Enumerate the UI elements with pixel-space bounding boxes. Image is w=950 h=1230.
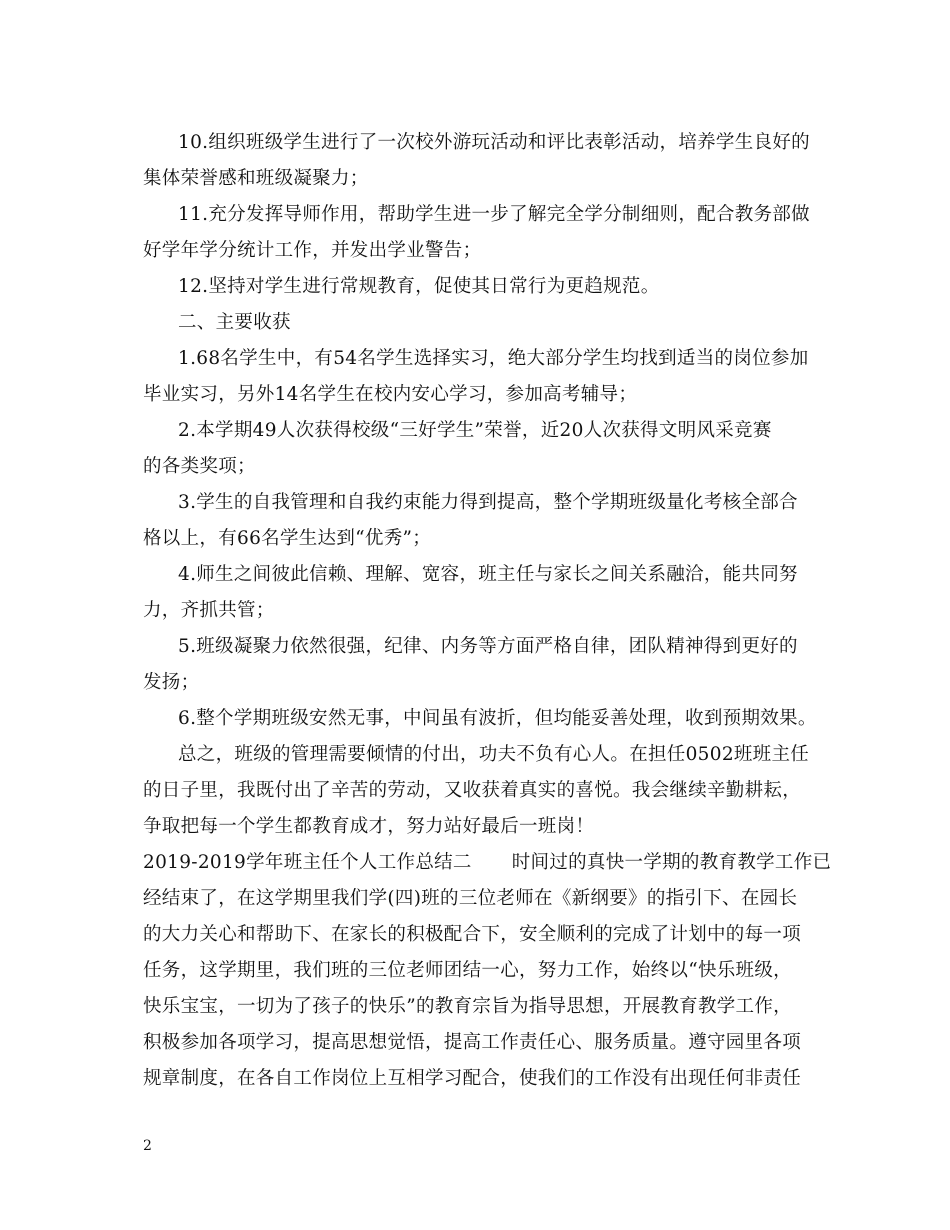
document-title: 2019-2019学年班主任个人工作总结二 bbox=[143, 852, 472, 873]
paragraph-line: 总之，班级的管理需要倾情的付出，功夫不负有心人。在担任0502班班主任 bbox=[178, 744, 810, 765]
page-number: 2 bbox=[143, 1138, 152, 1154]
paragraph-line: 5.班级凝聚力依然很强，纪律、内务等方面严格自律，团队精神得到更好的 bbox=[178, 636, 798, 657]
paragraph-line: 10.组织班级学生进行了一次校外游玩活动和评比表彰活动，培养学生良好的 bbox=[178, 132, 810, 153]
paragraph-line: 集体荣誉感和班级凝聚力； bbox=[143, 168, 369, 189]
paragraph-line: 的各类奖项； bbox=[143, 456, 256, 477]
paragraph-line: 经结束了，在这学期里我们学(四)班的三位老师在《新纲要》的指引下、在园长 bbox=[143, 888, 798, 909]
paragraph-line: 11.充分发挥导师作用，帮助学生进一步了解完全学分制细则，配合教务部做 bbox=[178, 204, 810, 225]
paragraph-line: 12.坚持对学生进行常规教育，促使其日常行为更趋规范。 bbox=[178, 276, 660, 297]
paragraph-line: 争取把每一个学生都教育成才，努力站好最后一班岗！ bbox=[143, 816, 595, 837]
paragraph-line: 发扬； bbox=[143, 672, 200, 693]
paragraph-line: 快乐宝宝，一切为了孩子的快乐”的教育宗旨为指导思想，开展教育教学工作， bbox=[143, 996, 792, 1017]
paragraph-line: 规章制度，在各自工作岗位上互相学习配合，使我们的工作没有出现任何非责任 bbox=[143, 1068, 802, 1089]
paragraph-line: 2.本学期49人次获得校级“三好学生”荣誉，近20人次获得文明风采竞赛 bbox=[178, 420, 772, 441]
paragraph-line: 1.68名学生中，有54名学生选择实习，绝大部分学生均找到适当的岗位参加 bbox=[178, 348, 809, 369]
heading-line bbox=[143, 851, 831, 875]
paragraph-line: 任务，这学期里，我们班的三位老师团结一心，努力工作，始终以“快乐班级， bbox=[143, 960, 792, 981]
paragraph-line: 时间过的真快一学期的教育教学工作已 bbox=[511, 852, 832, 873]
section-heading: 二、主要收获 bbox=[178, 312, 291, 333]
paragraph-line: 的大力关心和帮助下、在家长的积极配合下，安全顺利的完成了计划中的每一项 bbox=[143, 924, 802, 945]
paragraph-line: 格以上，有66名学生达到“优秀”； bbox=[143, 528, 432, 549]
paragraph-line: 毕业实习，另外14名学生在校内安心学习，参加高考辅导； bbox=[143, 384, 638, 405]
paragraph-line: 的日子里，我既付出了辛苦的劳动，又收获着真实的喜悦。我会继续辛勤耕耘， bbox=[143, 780, 802, 801]
paragraph-line: 力，齐抓共管； bbox=[143, 600, 275, 621]
paragraph-line: 积极参加各项学习，提高思想觉悟，提高工作责任心、服务质量。遵守园里各项 bbox=[143, 1032, 802, 1053]
paragraph-line: 4.师生之间彼此信赖、理解、宽容，班主任与家长之间关系融洽，能共同努 bbox=[178, 564, 798, 585]
paragraph-line: 3.学生的自我管理和自我约束能力得到提高，整个学期班级量化考核全部合 bbox=[178, 492, 798, 513]
paragraph-line: 6.整个学期班级安然无事，中间虽有波折，但均能妥善处理，收到预期效果。 bbox=[178, 708, 817, 729]
paragraph-line: 好学年学分统计工作，并发出学业警告； bbox=[143, 240, 482, 261]
